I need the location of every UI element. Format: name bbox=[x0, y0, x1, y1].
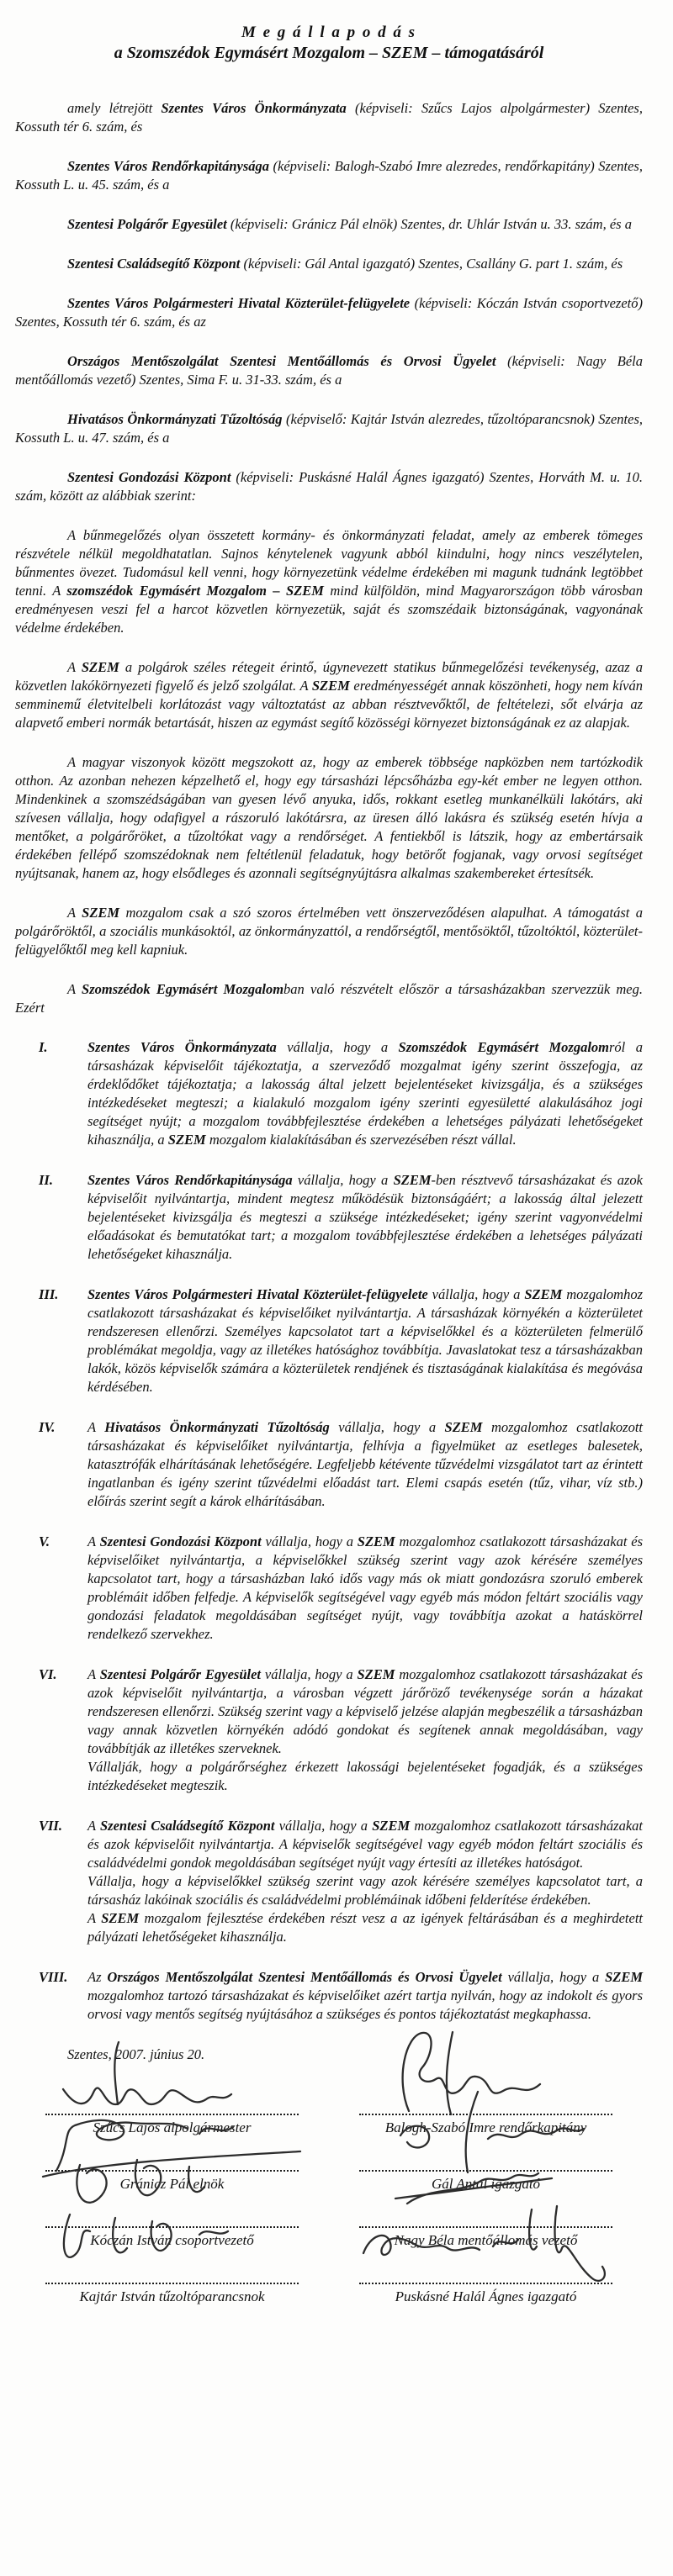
bold-text: Szentes Város Rendőrkapitánysága bbox=[67, 158, 273, 174]
preamble-section bbox=[15, 99, 643, 1017]
item-number: II. bbox=[39, 1172, 53, 1188]
signature-dotted-line bbox=[359, 2170, 612, 2172]
paragraph bbox=[15, 980, 643, 1017]
text: vállalja, hogy a bbox=[297, 1172, 394, 1188]
paragraph bbox=[87, 1285, 643, 1396]
bold-text: SZEM bbox=[444, 1419, 491, 1435]
paragraph bbox=[15, 410, 643, 447]
text: mozgalomhoz tartozó társasházakat és képviselőiket azért tartja nyilván, hogy az indokolt és gyors orvosi vagy mentős segítség nyújtásához a szükséges és pontos tájékoztatást megkaphassa. bbox=[87, 1987, 643, 2022]
text: A bbox=[67, 905, 82, 921]
paragraph bbox=[87, 1758, 643, 1795]
obligations-list bbox=[15, 1038, 643, 2024]
text: mozgalomhoz csatlakozott társasházakat és azok képviselőit nyilvántartja. A képviselők segítségével vagy egyéb módon feltárt szociális és családvédelmi gondok megoldásában segítséget nyújt vagy értesíti az illetékes hatóságot. bbox=[87, 1818, 643, 1871]
paragraph bbox=[15, 904, 643, 959]
paragraph bbox=[15, 658, 643, 732]
agreement-item bbox=[39, 1038, 643, 1149]
text: mozgalomhoz csatlakozott társasházakat és képviselőiket nyilvántartja. A társasházak környékén a közterületet rendszeresen ellenőrzi. Személyes kapcsolatot tart a képviselőkkel és a közterületen felmerülő problémákat megoldja, vagy az illetékes hatósághoz továbbítja. Javaslatokat tesz a társasházakban lakók, közös képviselők számára a közterületek rendjének és tisztaságának kialakítása és megóvása kérdésében. bbox=[87, 1286, 643, 1395]
text: vállalja, hogy a bbox=[287, 1039, 399, 1055]
signature-dotted-line bbox=[45, 2283, 299, 2284]
paragraph bbox=[15, 99, 643, 136]
text: vállalja, hogy a bbox=[278, 1818, 373, 1834]
agreement-item bbox=[39, 1533, 643, 1644]
bold-text: Országos Mentőszolgálat Szentesi Mentőállomás és Orvosi Ügyelet bbox=[107, 1969, 508, 1985]
bold-text: Szentes Város Polgármesteri Hivatal Közterület-felügyelete bbox=[87, 1286, 432, 1302]
text: A bbox=[87, 1533, 100, 1549]
item-body bbox=[87, 1285, 643, 1396]
text: (képviseli: Puskásné Halál Ágnes igazgató) Szentes, Horváth M. u. 10. szám, között az alábbiak szerint: bbox=[15, 469, 643, 504]
item-body bbox=[87, 1533, 643, 1644]
paragraph bbox=[15, 352, 643, 389]
text: ról a társasházak képviselőit tájékoztatja, a szerveződő mozgalmat igény szerint összefogja, az érdeklődőket tájékoztatja; a lakosság által jelzett bejelentéseket kivizsgálja, és a szükséges intézkedéseket megteszi; a kialakuló mozgalom igény szerinti egyesületté alakulásához jogi segítséget nyújt; a mozgalom továbbfejlesztése érdekében a lehetséges pályázati lehetőségeket kihasználja, a bbox=[87, 1039, 643, 1148]
signature-block bbox=[15, 2085, 329, 2141]
bold-text: Hivatásos Önkormányzati Tűzoltóság bbox=[104, 1419, 339, 1435]
paragraph bbox=[15, 157, 643, 194]
item-number: VI. bbox=[39, 1666, 57, 1682]
text: Vállalja, hogy a képviselőkkel szükség szerint vagy azok kérésére személyes kapcsolatot tart, a társasház lakóinak szociális és családvédelmi problémáinak időbeni felderítése érdekében. bbox=[87, 1873, 643, 1908]
text: A bbox=[87, 1419, 105, 1435]
text: (képviselő: Kajtár István alezredes, tűzoltóparancsnok) Szentes, Kossuth L. u. 47. szám, és a bbox=[15, 411, 644, 446]
text: vállalja, hogy a bbox=[338, 1419, 445, 1435]
paragraph bbox=[87, 1872, 643, 1909]
signature-block bbox=[15, 2141, 329, 2198]
paragraph bbox=[87, 1038, 643, 1149]
paragraph bbox=[15, 753, 643, 883]
signature-name: Kóczán István csoportvezető bbox=[90, 2232, 254, 2248]
signature-name: Balogh-Szabó Imre rendőrkapitány bbox=[384, 2119, 587, 2135]
text: mozgalomhoz csatlakozott társasházakat és azok képviselőit nyilvántartja, a városban végzett járőröző tevékenysége során a házakat rendszeresen ellenőrzi. Szükség szerint vagy a képviselő jelzése alapján megbeszélik a társasházban vagy annak közvetlen környékén adódó gondokat és segítenek annak megoldásában, vagy továbbítják az illetékes szerveknek. bbox=[87, 1666, 644, 1756]
signature-scribble-icon bbox=[38, 2030, 307, 2123]
item-body bbox=[87, 1171, 643, 1264]
bold-text: Szentesi Családsegítő Központ bbox=[99, 1818, 279, 1834]
signature-name: Gál Antal igazgató bbox=[431, 2176, 541, 2192]
bold-text: SZEM bbox=[82, 905, 126, 921]
agreement-item bbox=[39, 1817, 643, 1946]
bold-text: Szomszédok Egymásért Mozgalom bbox=[82, 981, 284, 997]
signature-dotted-line bbox=[45, 2170, 299, 2172]
item-body bbox=[87, 1665, 643, 1795]
text: vállalja, hogy a bbox=[264, 1666, 358, 1682]
signature-name: Gránicz Pál elnök bbox=[119, 2176, 225, 2192]
agreement-item bbox=[39, 1665, 643, 1795]
item-body bbox=[87, 1038, 643, 1149]
text: A bbox=[87, 1666, 100, 1682]
text: A bbox=[67, 981, 82, 997]
bold-text: Szentesi Polgárőr Egyesület bbox=[67, 216, 231, 232]
text: (képviseli: Gránicz Pál elnök) Szentes, dr. Uhlár István u. 33. szám, és a bbox=[230, 216, 632, 232]
text: (képviseli: Nagy Béla mentőállomás vezető) Szentes, Sima F. u. 31-33. szám, és a bbox=[15, 353, 644, 388]
item-body bbox=[87, 1817, 643, 1946]
paragraph bbox=[15, 468, 643, 505]
bold-text: Hivatásos Önkormányzati Tűzoltóság bbox=[67, 411, 286, 427]
agreement-item bbox=[39, 1285, 643, 1396]
item-number: VIII. bbox=[39, 1969, 68, 1985]
signature-name: Kajtár István tűzoltóparancsnok bbox=[79, 2288, 265, 2304]
bold-text: SZEM bbox=[357, 1666, 400, 1682]
item-number: I. bbox=[39, 1039, 48, 1055]
bold-text: SZEM bbox=[101, 1910, 145, 1926]
text: Vállalják, hogy a polgárőrséghez érkezett lakossági bejelentéseket fogadják, és a szükséges intézkedéseket megteszik. bbox=[87, 1759, 643, 1793]
signature-dotted-line bbox=[45, 2114, 299, 2115]
bold-text: Szentes Város Önkormányzata bbox=[87, 1039, 288, 1055]
bold-text: SZEM bbox=[167, 1132, 209, 1148]
text: A magyar viszonyok között megszokott az, hogy az emberek többsége napközben nem tartózkodik otthon. Az azonban nehezen képzelhető el, hogy egy társasházi lépcsőházba egy-két ember ne legyen otthon. Mindenkinek a szomszédságában van gyesen lévő anyuka, idős, rokkant esetleg munkanélküli lakótárs, aki szívesen vállalja, hogy odafigyel a rászoruló lakótársra, az üresen álló lakásra és szükség esetén hívja a mentőket, a polgárőröket, a tűzoltókat vagy a rendőrséget. A fentiekből is látszik, hogy az embertársaik érdekében fellépő szomszédoknak nem feltétlenül feladatuk, hogy betörőt fogjanak, vagy orvosi segítséget nyújtsanak, hanem az, hogy elsődleges és azonnali segítségnyújtásra alkalmas szakembereket értesítsék. bbox=[15, 754, 643, 881]
paragraph bbox=[15, 526, 643, 637]
signature-block bbox=[329, 2141, 643, 2198]
bold-text: SZEM bbox=[357, 1533, 400, 1549]
text: amely létrejött bbox=[67, 100, 162, 116]
item-number: IV. bbox=[39, 1419, 56, 1435]
paragraph bbox=[87, 1817, 643, 1872]
paragraph bbox=[87, 1665, 643, 1758]
text: A bűnmegelőzés olyan összetett kormány- és önkormányzati feladat, amely az emberek tömeges részvétele nélkül megoldhatatlan. Sajnos kénytelenek vagyunk abból kiindulni, hogy nincs veszélytelen, bűnmentes övezet. Tudomásul kell venni, hogy környezetünk védelme érdekében mi magunk tudnánk legtöbbet tenni. A bbox=[15, 527, 643, 599]
text: A bbox=[87, 1910, 102, 1926]
item-number: III. bbox=[39, 1286, 59, 1302]
item-body bbox=[87, 1418, 643, 1511]
signature-section bbox=[15, 2085, 643, 2310]
paragraph bbox=[15, 294, 643, 331]
bold-text: SZEM bbox=[605, 1969, 644, 1985]
bold-text: Szentes Város Rendőrkapitánysága bbox=[87, 1172, 298, 1188]
paragraph bbox=[15, 215, 643, 234]
text: (képviseli: Szűcs Lajos alpolgármester) Szentes, Kossuth tér 6. szám, és bbox=[15, 100, 643, 135]
text: mozgalom fejlesztése érdekében részt vesz a az igények feltárásában és a meghirdetett pályázati lehetőségeket kihasználja. bbox=[87, 1910, 644, 1945]
text: (képviseli: Balogh-Szabó Imre alezredes, rendőrkapitány) Szentes, Kossuth L. u. 45. szám, és a bbox=[15, 158, 643, 193]
text: -ben résztvevő társasházakat és azok képviselőit nyilvántartja, mindent megtesz működésük biztonságáért; a lakosság által jelezett bejelentéseket kivizsgálja és megteszi a szüksége intézkedéseket; igény szerint vagyonvédelmi előadásokat és bemutatókat tart; a mozgalom továbbfejlesztése érdekében a lehetséges pályázati lehetőségeket kihasználja. bbox=[87, 1172, 643, 1262]
signature-block bbox=[329, 2254, 643, 2310]
signature-dotted-line bbox=[359, 2114, 612, 2115]
bold-text: Szentes Város Önkormányzata bbox=[161, 100, 356, 116]
bold-text: Szentesi Gondozási Központ bbox=[99, 1533, 266, 1549]
document-subtitle: a Szomszédok Egymásért Mozgalom – SZEM – támogatásáról bbox=[114, 44, 544, 62]
bold-text: Szentesi Családsegítő Központ bbox=[67, 256, 244, 272]
paragraph bbox=[87, 1968, 643, 2024]
text: Az bbox=[87, 1969, 108, 1985]
signature-name: Nagy Béla mentőállomás vezető bbox=[394, 2232, 578, 2248]
text: a polgárok széles rétegeit érintő, úgynevezett statikus bűnmegelőzési tevékenység, azaz a közvetlen lakókörnyezeti figyelő és jelző szolgálat. A bbox=[15, 659, 644, 694]
text: mozgalomhoz csatlakozott társasházakat és képviselőiket nyilvántartja, felhívja a figyelmüket az esetleges balesetek, katasztrófák elhárításának lehetőségére. Legfeljebb kétévente tűzvédelmi vizsgálatot tart az érintett ingatlanban és igény szerint tűzvédelmi előadást tart. Elemi csapás esetén (tűz, vihar, víz stb.) előírás szerint segít a károk elhárításában. bbox=[87, 1419, 644, 1509]
bold-text: SZEM bbox=[393, 1172, 432, 1188]
paragraph bbox=[15, 255, 643, 273]
signature-block bbox=[15, 2198, 329, 2254]
text: vállalja, hogy a bbox=[432, 1286, 525, 1302]
bold-text: SZEM bbox=[524, 1286, 567, 1302]
text: mozgalom csak a szó szoros értelmében vett önszerveződésen alapulhat. A támogatást a polgárőröktől, a szociális munkásoktól, az önkormányzattól, a rendőrségtől, mentősöktől, tűzoltóktól, közterület-felügyelőktől meg kell kapniuk. bbox=[15, 905, 643, 958]
signature-name: Puskásné Halál Ágnes igazgató bbox=[395, 2288, 577, 2304]
item-body bbox=[87, 1968, 643, 2024]
signature-name: Szűcs Lajos alpolgármester bbox=[93, 2119, 252, 2135]
bold-text: szomszédok Egymásért Mozgalom – SZEM bbox=[66, 583, 331, 599]
signature-block bbox=[329, 2085, 643, 2141]
agreement-item bbox=[39, 1418, 643, 1511]
text: ban való részvételt először a társasházakban szervezzük meg. Ezért bbox=[15, 981, 643, 1016]
text: mozgalomhoz csatlakozott társasházakat és képviselőiket nyilvántartja, a képviselőkkel szükség szerint vagy azok kérésére személyes kapcsolatot tart, hogy a társasházban lakó idős vagy más ok miatt gondozásra szoruló emberek problémáit időben felfedje. A képviselők segítségével vagy egyéb más módon feltárt szociális vagy gondozási feladatok megoldásában segítséget nyújt, vagy továbbítja azokat a hatáskörrel rendelkező szervekhez. bbox=[87, 1533, 643, 1642]
text: mozgalom kialakításában és szervezésében részt vállal. bbox=[209, 1132, 517, 1148]
date-line: Szentes, 2007. június 20. bbox=[67, 2046, 205, 2062]
bold-text: Szentesi Polgárőr Egyesület bbox=[99, 1666, 265, 1682]
bold-text: Szentesi Gondozási Központ bbox=[67, 469, 236, 485]
paragraph bbox=[87, 1171, 643, 1264]
bold-text: SZEM bbox=[81, 659, 125, 675]
signature-dotted-line bbox=[45, 2226, 299, 2228]
signature-dotted-line bbox=[359, 2226, 612, 2228]
bold-text: Országos Mentőszolgálat Szentesi Mentőállomás és Orvosi Ügyelet bbox=[67, 353, 508, 369]
item-number: V. bbox=[39, 1533, 50, 1549]
bold-text: Szentes Város Polgármesteri Hivatal Közterület-felügyelete bbox=[67, 295, 415, 311]
signature-block bbox=[329, 2198, 643, 2254]
bold-text: Szomszédok Egymásért Mozgalom bbox=[398, 1039, 610, 1055]
text: vállalja, hogy a bbox=[507, 1969, 606, 1985]
bold-text: SZEM bbox=[372, 1818, 415, 1834]
agreement-item bbox=[39, 1171, 643, 1264]
text: (képviseli: Gál Antal igazgató) Szentes, Csallány G. part 1. szám, és bbox=[243, 256, 623, 272]
item-number: VII. bbox=[39, 1818, 62, 1834]
text: eredményességét annak köszönheti, hogy nem kíván semminemű életvitelbeli korlátozást vagy változtatást az abban résztvevőktől, de feltételezi, sőt elvárja az alapvető emberi normák betartását, hiszen az egymást segítő közösségi környezet biztonságának ez az alapjak. bbox=[15, 678, 644, 731]
paragraph bbox=[87, 1418, 643, 1511]
text: mind külföldön, mind Magyarországon több városban eredményesen veszi fel a harcot közvetlen környezetük, saját és szomszédaik biztonságának, vagyonának védelme érdekében. bbox=[15, 583, 644, 636]
signature-scribble-icon bbox=[352, 2030, 621, 2123]
signature-block bbox=[15, 2254, 329, 2310]
paragraph bbox=[87, 1533, 643, 1644]
text: A bbox=[67, 659, 82, 675]
bold-text: SZEM bbox=[311, 678, 354, 694]
agreement-item bbox=[39, 1968, 643, 2024]
text: vállalja, hogy a bbox=[265, 1533, 358, 1549]
text: (képviseli: Kóczán István csoportvezető) Szentes, Kossuth tér 6. szám, és az bbox=[15, 295, 643, 330]
paragraph bbox=[87, 1909, 643, 1946]
document-title: M e g á l l a p o d á s bbox=[241, 24, 417, 41]
text: A bbox=[87, 1818, 100, 1834]
signature-dotted-line bbox=[359, 2283, 612, 2284]
